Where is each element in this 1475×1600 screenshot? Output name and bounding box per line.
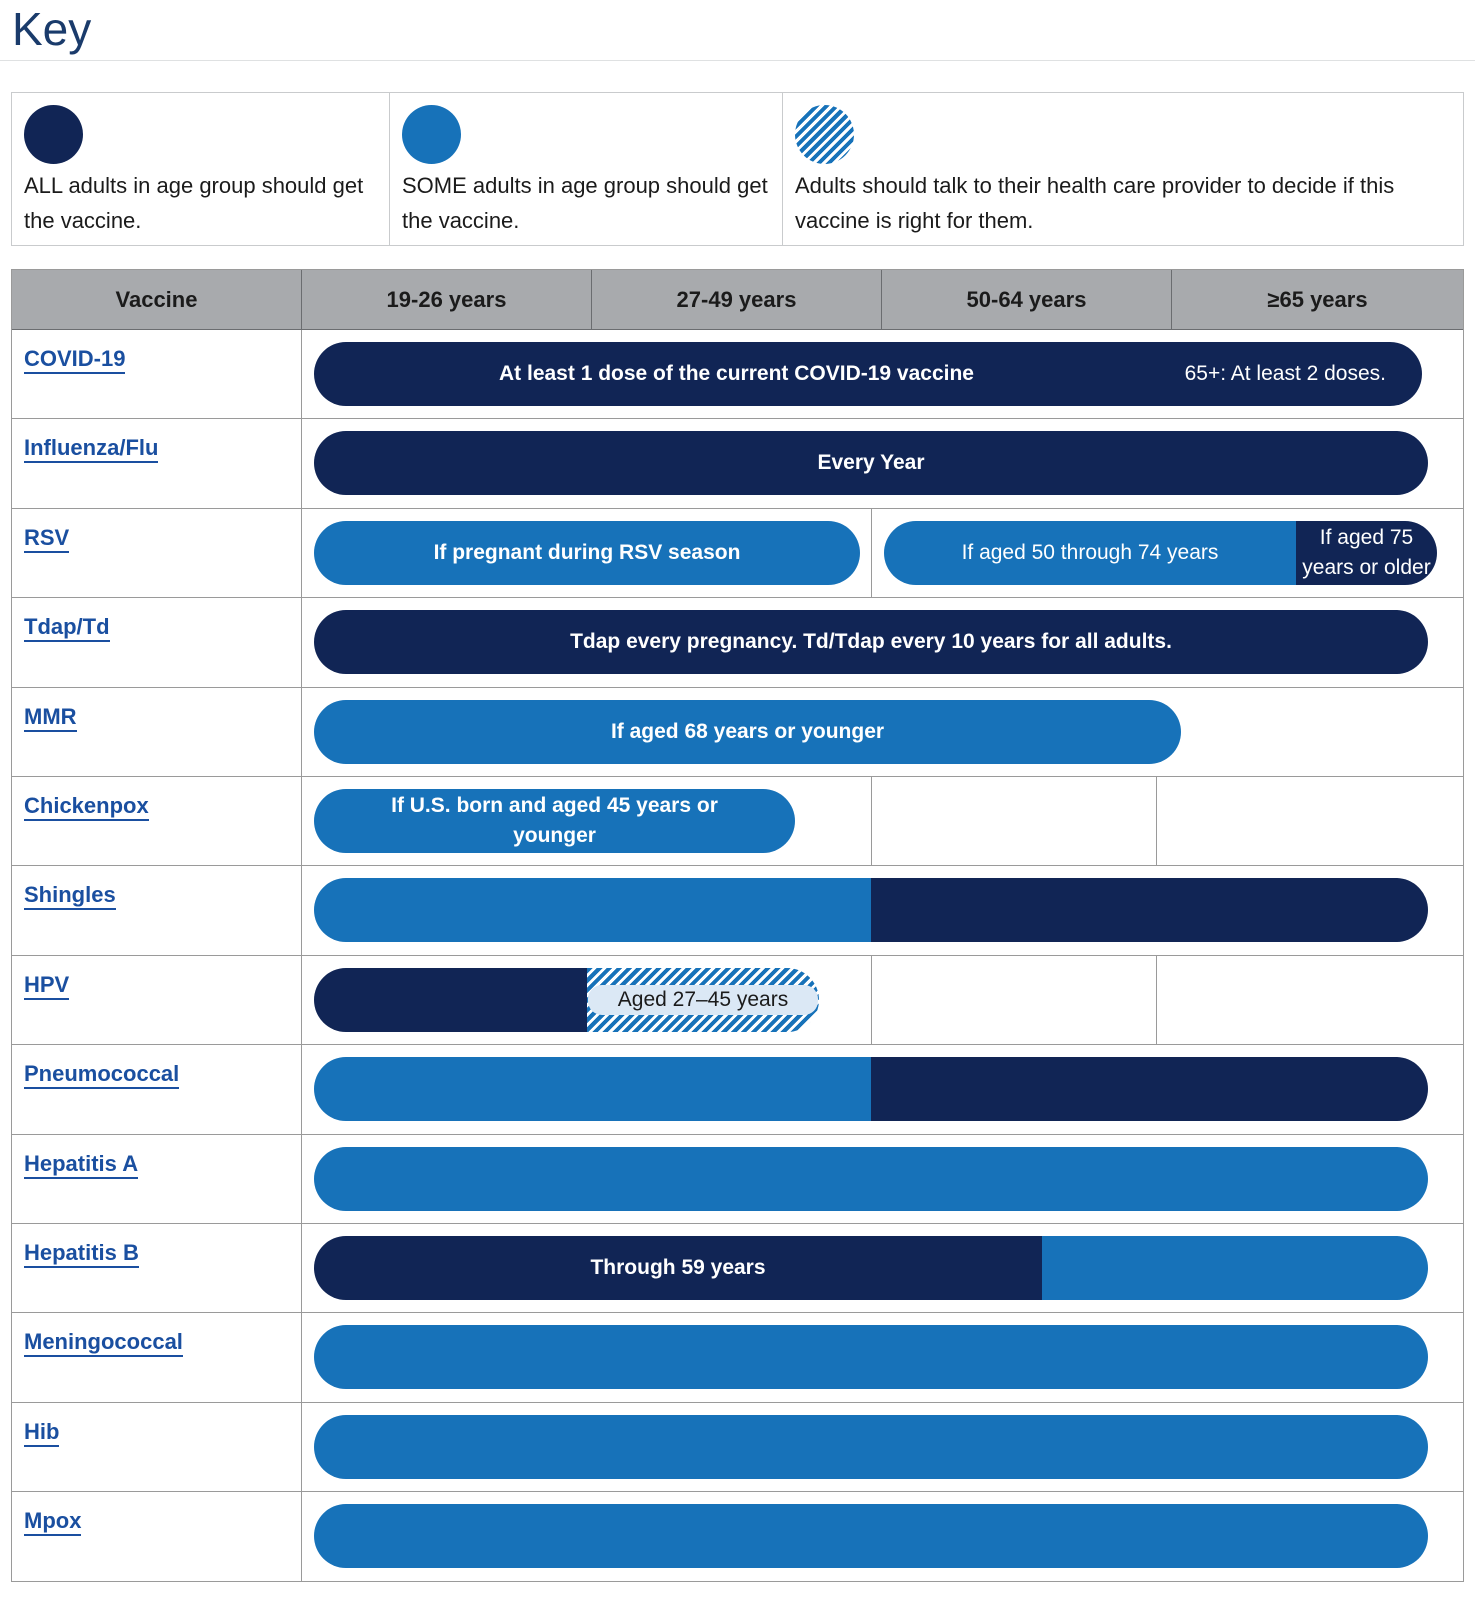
vaccine-link-pneumococcal[interactable]: Pneumococcal [24,1061,179,1089]
table-row [12,598,1463,687]
table-row [12,1313,1463,1402]
key-all-text: ALL adults in age group should get the vaccine. [24,173,364,233]
table-row [12,777,1463,866]
meningococcal-some-bar [314,1325,1428,1389]
all-adults-swatch-icon [24,105,83,164]
covid-all-bar [314,342,1422,406]
mmr-some-bar [314,700,1181,764]
table-row [12,509,1463,598]
vaccine-link-shingles[interactable]: Shingles [24,882,116,910]
vaccine-link-chickenpox[interactable]: Chickenpox [24,793,149,821]
pneumococcal-some-bar [314,1057,871,1121]
table-row [12,1135,1463,1224]
rsv-pregnant-bar [314,521,860,585]
table-row [12,956,1463,1045]
vaccine-link-meningococcal[interactable]: Meningococcal [24,1329,183,1357]
table-row [12,1224,1463,1313]
hpv-talk-bar [587,968,819,1032]
covid-main-label: At least 1 dose of the current COVID-19 vaccine [499,362,974,385]
hpv-all-bar [314,968,587,1032]
vaccine-link-hepatitis-b[interactable]: Hepatitis B [24,1240,139,1268]
key-talk-text: Adults should talk to their health care provider to decide if this vaccine is right for them. [795,173,1395,233]
vaccine-link-rsv[interactable]: RSV [24,525,69,553]
header-age-19-26: 19-26 years [302,270,592,329]
key-some-text: SOME adults in age group should get the vaccine. [402,173,768,233]
header-age-65-plus: ≥65 years [1267,286,1368,312]
vaccine-link-hib[interactable]: Hib [24,1419,59,1447]
table-row [12,688,1463,777]
rsv-older-label: If aged 75 years or older [1302,525,1431,579]
chickenpox-label: If U.S. born and aged 45 years or younger [391,793,718,847]
shingles-all-bar [871,878,1428,942]
hepatitis-b-some-bar [1042,1236,1428,1300]
header-age-27-49: 27-49 years [592,270,882,329]
vaccine-link-hepatitis-a[interactable]: Hepatitis A [24,1151,138,1179]
rsv-pregnant-label: If pregnant during RSV season [433,540,741,564]
hib-some-bar [314,1415,1428,1479]
header-age-50-64: 50-64 years [882,270,1172,329]
table-row [12,1492,1463,1581]
talk-provider-swatch-icon [795,105,854,164]
table-row [12,330,1463,419]
table-row [12,419,1463,508]
key-some [390,93,783,245]
hepatitis-b-all-bar [314,1236,1042,1300]
hpv-hatch-label: Aged 27–45 years [588,985,818,1015]
tdap-label: Tdap every pregnancy. Td/Tdap every 10 years for all adults. [570,630,1172,654]
hepatitis-a-some-bar [314,1147,1428,1211]
vaccine-link-tdap[interactable]: Tdap/Td [24,614,110,642]
some-adults-swatch-icon [402,105,461,164]
tdap-all-bar [314,610,1428,674]
key-talk [783,93,1463,245]
table-row [12,1045,1463,1134]
mmr-label: If aged 68 years or younger [610,719,885,743]
vaccine-schedule-table [11,269,1464,1582]
chickenpox-some-bar [314,789,795,853]
vaccine-link-mpox[interactable]: Mpox [24,1508,81,1536]
flu-all-bar [314,431,1428,495]
legend-key [11,92,1464,246]
header-vaccine: Vaccine [12,270,302,329]
rsv-50-74-bar [884,521,1296,585]
table-header [12,270,1463,330]
vaccine-link-flu[interactable]: Influenza/Flu [24,435,158,463]
vaccine-link-hpv[interactable]: HPV [24,972,69,1000]
key-all [12,93,390,245]
shingles-some-bar [314,878,871,942]
title-divider [0,60,1475,61]
hepatitis-b-label: Through 59 years [590,1255,766,1279]
covid-senior-label: 65+: At least 2 doses. [1184,362,1386,385]
page-title: Key [12,3,92,55]
vaccine-link-mmr[interactable]: MMR [24,704,77,732]
rsv-75-plus-bar [1296,521,1437,585]
table-row [12,1403,1463,1492]
flu-label: Every Year [817,451,925,475]
mpox-some-bar [314,1504,1428,1568]
pneumococcal-all-bar [871,1057,1428,1121]
vaccine-link-covid[interactable]: COVID-19 [24,346,125,374]
table-row [12,866,1463,955]
rsv-mid-label: If aged 50 through 74 years [961,540,1219,564]
